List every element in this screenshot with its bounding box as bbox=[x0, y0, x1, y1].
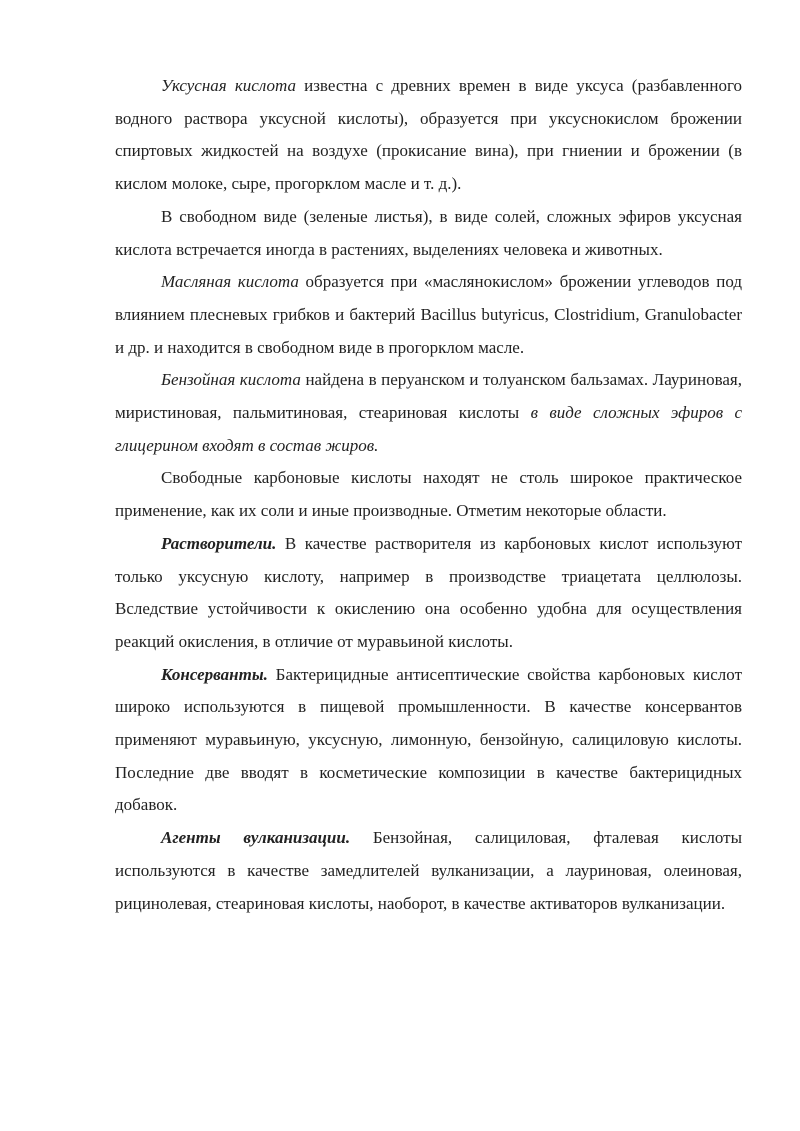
paragraph-text: В свободном виде (зеленые листья), в виде солей, сложных эфиров уксусная кислота встречается иногда в растениях, выделениях человека и животных. bbox=[115, 206, 742, 259]
heading-vulcanization-agents: Агенты вулканизации. bbox=[161, 828, 351, 848]
heading-preservatives: Консерванты. bbox=[161, 664, 268, 684]
paragraph-text: найдена в перуанском и толуанском бальзамах. Лауриновая, миристиновая, пальмитиновая, стеариновая кислоты bbox=[115, 370, 742, 423]
paragraph-text: Бактерицидные антисептические свойства карбоновых кислот широко используются в пищевой промышленности. В качестве консервантов применяют муравьиную, уксусную, лимонную, бензойную, салициловую кислоты. Последние две вводят в косметические композиции в качестве бактерицидных добавок. bbox=[115, 664, 742, 815]
paragraph-applications-intro bbox=[115, 462, 742, 527]
paragraph-benzoic-acid bbox=[115, 364, 742, 462]
paragraph-free-form bbox=[115, 201, 742, 266]
paragraph-text: В качестве растворителя из карбоновых кислот используют только уксусную кислоту, например в производстве триацетата целлюлозы. Вследствие устойчивости к окислению она особенно удобна для осуществления реакций окисления, в отличие от муравьиной кислоты. bbox=[115, 533, 742, 651]
emphasis-text: в виде сложных эфиров с глицерином входят в состав жиров. bbox=[115, 403, 742, 455]
paragraph-solvents bbox=[115, 528, 742, 659]
term-benzoic-acid: Бензойная кислота bbox=[161, 370, 301, 390]
paragraph-text: образуется при «маслянокислом» брожении углеводов под влиянием плесневых грибков и бактерий Bacillus butyricus, Clostridium, Granulobacter и др. и находится в свободном виде в прогорклом масле. bbox=[115, 272, 742, 357]
heading-solvents: Растворители. bbox=[161, 533, 277, 553]
paragraph-text: Бензойная, салициловая, фталевая кислоты используются в качестве замедлителей вулканизации, а лауриновая, олеиновая, рицинолевая, стеариновая кислоты, наоборот, в качестве активаторов вулканизации. bbox=[115, 828, 743, 913]
paragraph-text: известна с древних времен в виде уксуса (разбавленного водного раствора уксусной кислоты), образуется при уксуснокислом брожении спиртовых жидкостей на воздухе (прокисание вина), при гниении и брожении (в кислом молоке, сыре, прогорклом масле и т. д.). bbox=[115, 76, 743, 194]
paragraph-acetic-acid bbox=[115, 70, 742, 201]
term-butyric-acid: Масляная кислота bbox=[161, 272, 299, 292]
paragraph-butyric-acid bbox=[115, 266, 742, 364]
document-page bbox=[115, 70, 742, 920]
paragraph-vulcanization-agents bbox=[115, 822, 742, 920]
paragraph-text: Свободные карбоновые кислоты находят не столь широкое практическое применение, как их соли и иные производные. Отметим некоторые области. bbox=[115, 468, 742, 521]
term-acetic-acid: Уксусная кислота bbox=[161, 76, 296, 95]
paragraph-preservatives bbox=[115, 659, 742, 823]
